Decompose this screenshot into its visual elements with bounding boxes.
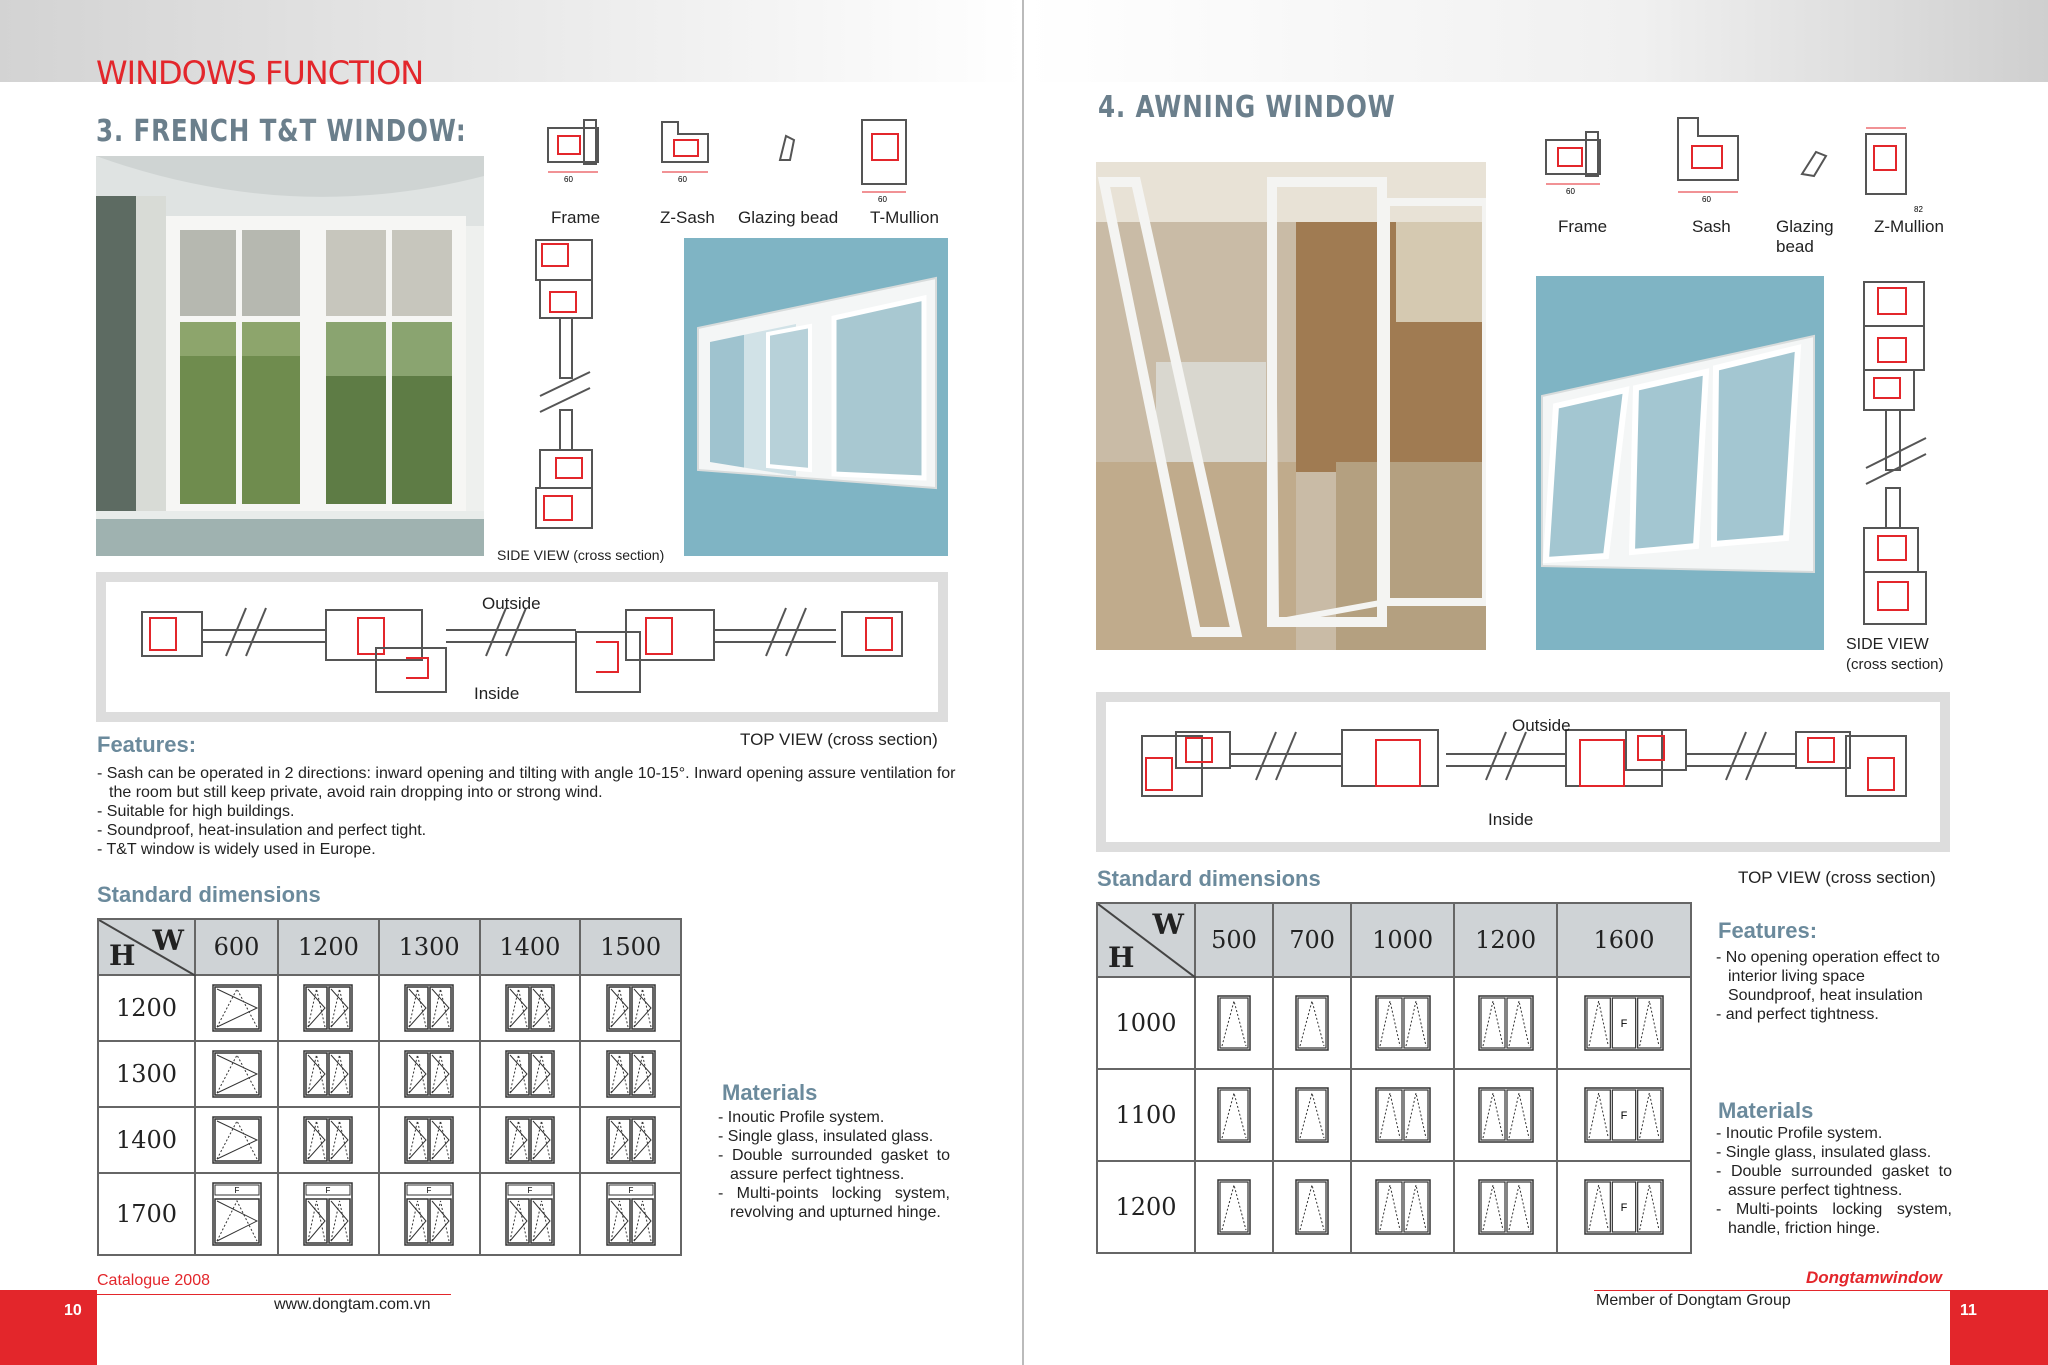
window-type-cell (580, 1041, 681, 1107)
website-link[interactable]: www.dongtam.com.vn (274, 1296, 431, 1313)
svg-text:F: F (1620, 1202, 1628, 1214)
window-type-cell (278, 975, 379, 1041)
material-item: - Single glass, insulated glass. (1716, 1144, 1932, 1161)
window-type-cell (580, 1107, 681, 1173)
section-title: WINDOWS FUNCTION (96, 54, 424, 92)
height-header: 1700 (98, 1173, 195, 1255)
awning-window-render (1536, 276, 1824, 650)
svg-text:60: 60 (678, 175, 687, 182)
svg-text:60: 60 (1702, 195, 1711, 204)
materials-list (718, 1108, 950, 1222)
window-type-cell (1273, 1161, 1351, 1253)
top-view-inside-label: Inside (1488, 810, 1534, 829)
window-type-cell (1557, 977, 1691, 1069)
feature-item: - Sash can be operated in 2 directions: inward opening and tilting with angle 10-15°. Inward opening assure ventilation for the room but still keep private, avoid rain dropping into or strong wind. (97, 765, 956, 801)
width-header: 600 (195, 919, 278, 975)
awning-heading: 4. AWNING WINDOW (1098, 90, 1396, 125)
feature-item: - Soundproof, heat-insulation and perfect tight. (97, 822, 427, 839)
window-type-cell (1557, 1161, 1691, 1253)
window-type-cell (480, 1041, 581, 1107)
member-label: Member of Dongtam Group (1596, 1292, 1791, 1309)
window-type-cell (379, 975, 480, 1041)
material-item: - Double surrounded gasket to assure perfect tightness. (1716, 1163, 1952, 1199)
side-view-cross-section (1856, 278, 1946, 635)
table-row (98, 1107, 681, 1173)
window-type-cell (1454, 977, 1557, 1069)
table-corner (1097, 903, 1195, 977)
window-type-cell (379, 1173, 480, 1255)
window-type-cell (278, 1107, 379, 1173)
material-item: - Inoutic Profile system. (718, 1109, 885, 1126)
profile-label-z-mullion: Z-Mullion (1874, 217, 1944, 236)
width-axis-label: W (152, 924, 184, 957)
width-header: 700 (1273, 903, 1351, 977)
height-header: 1400 (98, 1107, 195, 1173)
window-type-cell (480, 1173, 581, 1255)
material-item: - Multi-points locking system, handle, friction hinge. (1716, 1201, 1952, 1237)
features-title: Features: (97, 732, 197, 757)
svg-text:82: 82 (1914, 205, 1923, 214)
feature-item: - Suitable for high buildings. (97, 803, 295, 820)
window-type-cell (278, 1173, 379, 1255)
material-item: - Multi-points locking system, revolving and upturned hinge. (718, 1185, 950, 1221)
svg-text:60: 60 (1566, 187, 1575, 196)
window-type-cell (580, 1173, 681, 1255)
top-view-caption: TOP VIEW (cross section) (1738, 868, 1936, 887)
awning-window-photo (1096, 162, 1486, 650)
french-dimensions-table (97, 918, 682, 1256)
side-view-label: SIDE VIEW (1846, 636, 1929, 653)
brand-logo: Dongtamwindow (1806, 1268, 1942, 1287)
window-type-cell (1195, 1069, 1273, 1161)
window-type-cell (1195, 977, 1273, 1069)
svg-text:60: 60 (564, 175, 573, 182)
height-header: 1300 (98, 1041, 195, 1107)
width-header: 1600 (1557, 903, 1691, 977)
features-list (1716, 948, 1954, 1024)
material-item: - Inoutic Profile system. (1716, 1125, 1883, 1142)
materials-list (1716, 1124, 1952, 1238)
window-type-cell (1557, 1069, 1691, 1161)
page-fold (1022, 0, 1024, 1365)
feature-item: - T&T window is widely used in Europe. (97, 841, 376, 858)
materials-title: Materials (1718, 1098, 1814, 1123)
top-view-outside-label: Outside (1512, 716, 1571, 735)
svg-text:60: 60 (878, 195, 887, 202)
width-header: 500 (1195, 903, 1273, 977)
footer-rule (97, 1294, 451, 1295)
svg-text:F: F (628, 1186, 634, 1195)
window-type-cell (1454, 1161, 1557, 1253)
table-corner (98, 919, 195, 975)
profile-label-frame: Frame (551, 208, 601, 227)
standard-dimensions-title: Standard dimensions (97, 882, 321, 907)
right-top-band (1025, 0, 2048, 82)
height-header: 1200 (1097, 1161, 1195, 1253)
width-axis-label: W (1152, 908, 1184, 941)
height-header: 1000 (1097, 977, 1195, 1069)
page-number-left-bg (0, 1290, 97, 1365)
window-type-cell (1454, 1069, 1557, 1161)
table-row (98, 1041, 681, 1107)
svg-text:F: F (527, 1186, 533, 1195)
width-header: 1000 (1351, 903, 1454, 977)
sash-profile-icon (1668, 110, 1758, 210)
profile-label-glazing-bead: Glazing bead (738, 208, 839, 227)
materials-title: Materials (722, 1080, 818, 1105)
width-header: 1500 (580, 919, 681, 975)
window-type-cell (1273, 977, 1351, 1069)
top-view-caption: TOP VIEW (cross section) (740, 730, 938, 749)
side-view-cross-section (530, 236, 610, 541)
window-type-cell (480, 1107, 581, 1173)
standard-dimensions-title: Standard dimensions (1097, 866, 1321, 891)
svg-text:F: F (426, 1186, 432, 1195)
svg-text:F: F (1620, 1110, 1628, 1122)
window-type-cell (1351, 1161, 1454, 1253)
window-type-cell (1195, 1161, 1273, 1253)
table-row (98, 1173, 681, 1255)
width-header: 1200 (1454, 903, 1557, 977)
profile-label-sash: Sash (1692, 217, 1731, 236)
glazing-bead-profile-icon (772, 130, 802, 175)
page-number-right: 11 (1960, 1302, 1977, 1319)
side-view-sublabel: (cross section) (1846, 656, 1944, 673)
profile-label-t-mullion: T-Mullion (870, 208, 939, 227)
material-item: - Single glass, insulated glass. (718, 1128, 934, 1145)
page-number-left: 10 (64, 1302, 82, 1319)
window-type-cell (1273, 1069, 1351, 1161)
material-item: - Double surrounded gasket to assure perfect tightness. (718, 1147, 950, 1183)
features-list (97, 764, 957, 859)
window-type-cell (195, 1173, 278, 1255)
z-sash-profile-icon (648, 112, 728, 187)
catalogue-label: Catalogue 2008 (97, 1272, 210, 1289)
feature-item: - and perfect tightness. (1716, 1006, 1879, 1023)
tilt-window-render (684, 238, 948, 556)
window-type-cell (379, 1041, 480, 1107)
window-type-cell (195, 975, 278, 1041)
feature-item: - No opening operation effect to interior living space Soundproof, heat insulation (1716, 949, 1940, 1004)
features-title: Features: (1718, 918, 1818, 943)
window-type-cell (480, 975, 581, 1041)
french-tt-heading: 3. FRENCH T&T WINDOW: (96, 114, 467, 149)
table-row (1097, 1161, 1691, 1253)
window-type-cell (278, 1041, 379, 1107)
t-mullion-profile-icon (852, 112, 932, 207)
height-axis-label: H (109, 939, 136, 972)
window-type-cell (195, 1041, 278, 1107)
footer-rule (1594, 1290, 1956, 1291)
window-type-cell (1351, 1069, 1454, 1161)
z-mullion-profile-icon (1856, 124, 1936, 219)
top-view-outside-label: Outside (482, 594, 541, 613)
height-header: 1200 (98, 975, 195, 1041)
width-header: 1300 (379, 919, 480, 975)
awning-dimensions-table (1096, 902, 1692, 1254)
glazing-bead-profile-icon (1796, 146, 1832, 187)
window-type-cell (1351, 977, 1454, 1069)
svg-text:F: F (325, 1186, 331, 1195)
frame-profile-icon (540, 112, 620, 187)
width-header: 1400 (480, 919, 581, 975)
side-view-label: SIDE VIEW (cross section) (497, 547, 665, 563)
french-window-photo (96, 156, 484, 556)
width-header: 1200 (278, 919, 379, 975)
table-row (98, 975, 681, 1041)
window-type-cell (379, 1107, 480, 1173)
profile-label-glazing-bead: Glazing bead (1776, 217, 1834, 256)
window-type-cell (580, 975, 681, 1041)
svg-text:F: F (1620, 1018, 1628, 1030)
height-header: 1100 (1097, 1069, 1195, 1161)
svg-text:F: F (234, 1186, 239, 1195)
table-row (1097, 1069, 1691, 1161)
profile-label-z-sash: Z-Sash (660, 208, 715, 227)
profile-label-frame: Frame (1558, 217, 1608, 236)
top-view-inside-label: Inside (474, 684, 520, 703)
height-axis-label: H (1108, 941, 1135, 974)
window-type-cell (195, 1107, 278, 1173)
frame-profile-icon (1536, 126, 1626, 201)
table-row (1097, 977, 1691, 1069)
